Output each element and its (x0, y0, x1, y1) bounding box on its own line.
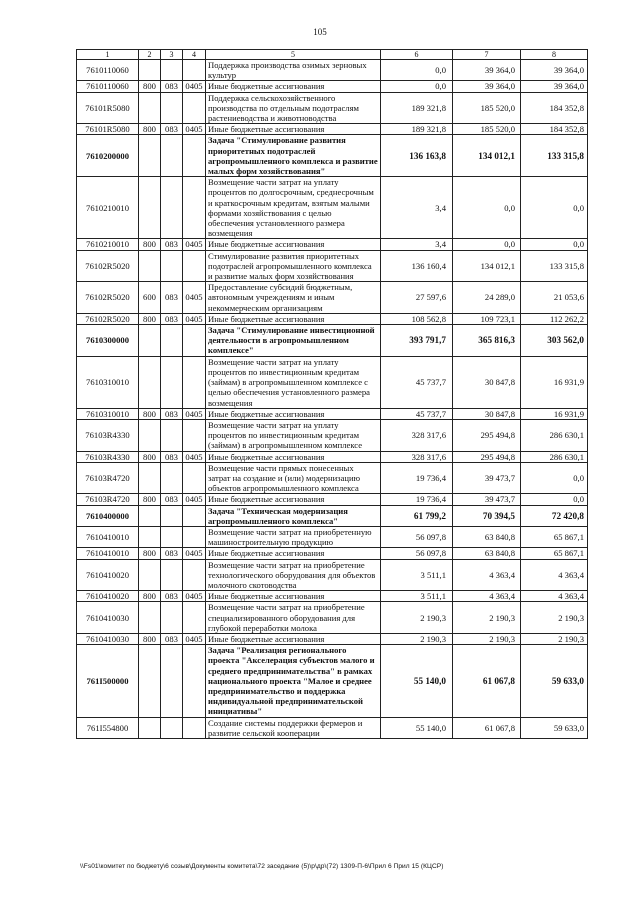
amount-col7-cell: 109 723,1 (453, 313, 521, 324)
column-header-row (77, 50, 588, 60)
ministry-code-cell: 800 (139, 494, 161, 505)
item-name-cell: Возмещение части затрат на приобретенную машиностроительную продукцию (206, 526, 381, 547)
amount-col6-cell: 56 097,8 (381, 526, 453, 547)
table-row (77, 81, 588, 92)
target-code-cell: 7610410010 (77, 548, 139, 559)
table-row (77, 60, 588, 81)
ministry-code-cell: 600 (139, 282, 161, 314)
item-name-cell: Иные бюджетные ассигнования (206, 591, 381, 602)
amount-col6-cell: 45 737,7 (381, 356, 453, 408)
item-name-cell: Иные бюджетные ассигнования (206, 124, 381, 135)
table-row (77, 250, 588, 282)
section-code-cell (161, 559, 183, 591)
target-code-cell: 7610410020 (77, 559, 139, 591)
section-code-cell: 083 (161, 124, 183, 135)
amount-col7-cell: 30 847,8 (453, 356, 521, 408)
item-name-cell: Возмещение части затрат на приобретение технологического оборудования для объектов молочного скотоводства (206, 559, 381, 591)
amount-col8-cell: 286 630,1 (521, 419, 588, 451)
expense-type-cell: 0405 (183, 313, 206, 324)
item-name-cell: Поддержка сельскохозяйственного производства по отдельным подотраслям растениеводства и животноводства (206, 92, 381, 124)
target-code-cell: 76101R5080 (77, 124, 139, 135)
amount-col6-cell: 0,0 (381, 60, 453, 81)
target-code-cell: 7610110060 (77, 81, 139, 92)
target-code-cell: 7610200000 (77, 135, 139, 177)
expense-type-cell (183, 135, 206, 177)
expense-type-cell: 0405 (183, 591, 206, 602)
amount-col6-cell: 108 562,8 (381, 313, 453, 324)
item-name-cell: Стимулирование развития приоритетных подотраслей агропромышленного комплекса и развитие малых форм хозяйствования (206, 250, 381, 282)
expense-type-cell: 0405 (183, 81, 206, 92)
target-code-cell: 7610310010 (77, 408, 139, 419)
amount-col6-cell: 2 190,3 (381, 602, 453, 634)
expense-type-cell (183, 717, 206, 738)
amount-col7-cell: 134 012,1 (453, 135, 521, 177)
section-code-cell: 083 (161, 494, 183, 505)
target-code-cell: 761I554800 (77, 717, 139, 738)
task-row (77, 135, 588, 177)
amount-col8-cell: 16 931,9 (521, 356, 588, 408)
ministry-code-cell (139, 526, 161, 547)
ministry-code-cell (139, 559, 161, 591)
expense-type-cell (183, 177, 206, 239)
item-name-cell: Предоставление субсидий бюджетным, автономным учреждениям и иным некоммерческим организациям (206, 282, 381, 314)
section-code-cell (161, 526, 183, 547)
table-row (77, 313, 588, 324)
file-path-footer: \\Fs01\комитет по бюджету\6 созыв\Документы комитета\72 заседание (5)\р\др\(72) 1309-П-6\Прил 6 Прил 15 (КЦСР) (80, 863, 444, 870)
amount-col7-cell: 63 840,8 (453, 548, 521, 559)
section-code-cell: 083 (161, 451, 183, 462)
amount-col7-cell: 39 364,0 (453, 81, 521, 92)
section-code-cell (161, 645, 183, 717)
target-code-cell: 76103R4720 (77, 462, 139, 494)
section-code-cell: 083 (161, 282, 183, 314)
amount-col6-cell: 189 321,8 (381, 124, 453, 135)
item-name-cell: Иные бюджетные ассигнования (206, 239, 381, 250)
amount-col6-cell: 56 097,8 (381, 548, 453, 559)
target-code-cell: 761I500000 (77, 645, 139, 717)
section-code-cell (161, 462, 183, 494)
ministry-code-cell (139, 505, 161, 526)
section-code-cell: 083 (161, 239, 183, 250)
target-code-cell: 76103R4720 (77, 494, 139, 505)
target-code-cell: 7610400000 (77, 505, 139, 526)
item-name-cell: Создание системы поддержки фермеров и развитие сельской кооперации (206, 717, 381, 738)
column-header: 1 (77, 50, 139, 60)
task-row (77, 505, 588, 526)
amount-col7-cell: 134 012,1 (453, 250, 521, 282)
section-code-cell (161, 419, 183, 451)
expense-type-cell: 0405 (183, 282, 206, 314)
ministry-code-cell: 800 (139, 239, 161, 250)
table-row (77, 124, 588, 135)
section-code-cell (161, 250, 183, 282)
column-header: 2 (139, 50, 161, 60)
page-number: 105 (313, 27, 327, 37)
target-code-cell: 7610410010 (77, 526, 139, 547)
amount-col6-cell: 3,4 (381, 239, 453, 250)
amount-col6-cell: 55 140,0 (381, 717, 453, 738)
amount-col7-cell: 4 363,4 (453, 591, 521, 602)
expense-type-cell: 0405 (183, 124, 206, 135)
expense-type-cell: 0405 (183, 451, 206, 462)
ministry-code-cell: 800 (139, 633, 161, 644)
amount-col6-cell: 61 799,2 (381, 505, 453, 526)
section-code-cell (161, 356, 183, 408)
amount-col8-cell: 16 931,9 (521, 408, 588, 419)
amount-col8-cell: 184 352,8 (521, 124, 588, 135)
item-name-cell: Иные бюджетные ассигнования (206, 633, 381, 644)
amount-col8-cell: 2 190,3 (521, 602, 588, 634)
table-body (77, 50, 588, 739)
target-code-cell: 7610300000 (77, 325, 139, 357)
amount-col6-cell: 27 597,6 (381, 282, 453, 314)
ministry-code-cell: 800 (139, 591, 161, 602)
expense-type-cell: 0405 (183, 548, 206, 559)
amount-col7-cell: 185 520,0 (453, 92, 521, 124)
expense-type-cell (183, 526, 206, 547)
table-row (77, 526, 588, 547)
amount-col6-cell: 136 160,4 (381, 250, 453, 282)
amount-col8-cell: 112 262,2 (521, 313, 588, 324)
amount-col8-cell: 184 352,8 (521, 92, 588, 124)
item-name-cell: Поддержка производства озимых зерновых культур (206, 60, 381, 81)
ministry-code-cell (139, 356, 161, 408)
expense-type-cell (183, 645, 206, 717)
amount-col7-cell: 39 473,7 (453, 494, 521, 505)
target-code-cell: 7610410030 (77, 633, 139, 644)
amount-col8-cell: 303 562,0 (521, 325, 588, 357)
target-code-cell: 7610110060 (77, 60, 139, 81)
section-code-cell: 083 (161, 313, 183, 324)
section-code-cell (161, 602, 183, 634)
amount-col7-cell: 0,0 (453, 177, 521, 239)
ministry-code-cell (139, 462, 161, 494)
ministry-code-cell (139, 325, 161, 357)
amount-col8-cell: 0,0 (521, 177, 588, 239)
expense-type-cell: 0405 (183, 633, 206, 644)
column-header: 7 (453, 50, 521, 60)
expense-type-cell (183, 462, 206, 494)
task-row (77, 325, 588, 357)
section-code-cell (161, 60, 183, 81)
section-code-cell (161, 325, 183, 357)
amount-col7-cell: 0,0 (453, 239, 521, 250)
amount-col7-cell: 30 847,8 (453, 408, 521, 419)
item-name-cell: Возмещение части прямых понесенных затрат на создание и (или) модернизацию объектов агропромышленного комплекса (206, 462, 381, 494)
amount-col6-cell: 328 317,6 (381, 419, 453, 451)
item-name-cell: Иные бюджетные ассигнования (206, 451, 381, 462)
amount-col8-cell: 65 867,1 (521, 526, 588, 547)
target-code-cell: 7610210010 (77, 239, 139, 250)
ministry-code-cell: 800 (139, 124, 161, 135)
amount-col8-cell: 59 633,0 (521, 645, 588, 717)
amount-col7-cell: 4 363,4 (453, 559, 521, 591)
task-row (77, 645, 588, 717)
expense-type-cell (183, 356, 206, 408)
amount-col8-cell: 0,0 (521, 462, 588, 494)
ministry-code-cell (139, 92, 161, 124)
column-header: 3 (161, 50, 183, 60)
expense-type-cell (183, 325, 206, 357)
amount-col7-cell: 39 473,7 (453, 462, 521, 494)
amount-col6-cell: 393 791,7 (381, 325, 453, 357)
table-row (77, 602, 588, 634)
amount-col6-cell: 19 736,4 (381, 462, 453, 494)
target-code-cell: 76103R4330 (77, 419, 139, 451)
amount-col8-cell: 133 315,8 (521, 135, 588, 177)
table-row (77, 548, 588, 559)
amount-col8-cell: 65 867,1 (521, 548, 588, 559)
amount-col8-cell: 59 633,0 (521, 717, 588, 738)
amount-col6-cell: 3 511,1 (381, 559, 453, 591)
budget-table (76, 49, 588, 739)
ministry-code-cell: 800 (139, 313, 161, 324)
item-name-cell: Иные бюджетные ассигнования (206, 548, 381, 559)
expense-type-cell: 0405 (183, 494, 206, 505)
amount-col8-cell: 2 190,3 (521, 633, 588, 644)
amount-col8-cell: 133 315,8 (521, 250, 588, 282)
amount-col8-cell: 0,0 (521, 239, 588, 250)
item-name-cell: Возмещение части затрат на уплату процентов по инвестиционным кредитам (займам) в агропромышленном комплексе с целью обеспечения установленного размера возмещения (206, 356, 381, 408)
ministry-code-cell (139, 419, 161, 451)
section-code-cell (161, 135, 183, 177)
amount-col8-cell: 4 363,4 (521, 591, 588, 602)
table-row (77, 494, 588, 505)
amount-col7-cell: 70 394,5 (453, 505, 521, 526)
amount-col7-cell: 365 816,3 (453, 325, 521, 357)
item-name-cell: Задача "Стимулирование инвестиционной деятельности в агропромышленном комплексе" (206, 325, 381, 357)
section-code-cell (161, 505, 183, 526)
amount-col6-cell: 136 163,8 (381, 135, 453, 177)
target-code-cell: 76103R4330 (77, 451, 139, 462)
ministry-code-cell (139, 135, 161, 177)
expense-type-cell (183, 60, 206, 81)
item-name-cell: Иные бюджетные ассигнования (206, 408, 381, 419)
amount-col8-cell: 39 364,0 (521, 81, 588, 92)
target-code-cell: 7610410030 (77, 602, 139, 634)
column-header: 8 (521, 50, 588, 60)
ministry-code-cell (139, 177, 161, 239)
item-name-cell: Задача "Реализация регионального проекта "Акселерация субъектов малого и среднего предпринимательства" в рамках национального проекта "Малое и среднее предпринимательство и поддержка индивидуальной предпринимательской инициативы" (206, 645, 381, 717)
amount-col6-cell: 189 321,8 (381, 92, 453, 124)
amount-col8-cell: 72 420,8 (521, 505, 588, 526)
expense-type-cell (183, 559, 206, 591)
ministry-code-cell (139, 250, 161, 282)
expense-type-cell (183, 505, 206, 526)
table-row (77, 591, 588, 602)
amount-col7-cell: 295 494,8 (453, 419, 521, 451)
expense-type-cell (183, 602, 206, 634)
section-code-cell (161, 717, 183, 738)
target-code-cell: 7610310010 (77, 356, 139, 408)
amount-col6-cell: 2 190,3 (381, 633, 453, 644)
item-name-cell: Иные бюджетные ассигнования (206, 81, 381, 92)
item-name-cell: Возмещение части затрат на уплату процентов по долгосрочным, среднесрочным и краткосрочным кредитам, взятым малыми формами хозяйствования с целью обеспечения установленного размера возмещения (206, 177, 381, 239)
ministry-code-cell (139, 717, 161, 738)
amount-col7-cell: 61 067,8 (453, 717, 521, 738)
ministry-code-cell (139, 60, 161, 81)
item-name-cell: Задача "Стимулирование развития приоритетных подотраслей агропромышленного комплекса и развитие малых форм хозяйствования" (206, 135, 381, 177)
target-code-cell: 76102R5020 (77, 313, 139, 324)
amount-col7-cell: 185 520,0 (453, 124, 521, 135)
item-name-cell: Иные бюджетные ассигнования (206, 313, 381, 324)
amount-col7-cell: 2 190,3 (453, 633, 521, 644)
item-name-cell: Иные бюджетные ассигнования (206, 494, 381, 505)
table-row (77, 177, 588, 239)
section-code-cell: 083 (161, 408, 183, 419)
amount-col6-cell: 0,0 (381, 81, 453, 92)
expense-type-cell: 0405 (183, 239, 206, 250)
amount-col8-cell: 4 363,4 (521, 559, 588, 591)
target-code-cell: 76101R5080 (77, 92, 139, 124)
ministry-code-cell: 800 (139, 548, 161, 559)
table-row (77, 559, 588, 591)
section-code-cell: 083 (161, 81, 183, 92)
table-row (77, 282, 588, 314)
amount-col6-cell: 3,4 (381, 177, 453, 239)
table-row (77, 408, 588, 419)
expense-type-cell (183, 419, 206, 451)
amount-col7-cell: 39 364,0 (453, 60, 521, 81)
target-code-cell: 76102R5020 (77, 250, 139, 282)
amount-col6-cell: 19 736,4 (381, 494, 453, 505)
ministry-code-cell (139, 602, 161, 634)
amount-col8-cell: 286 630,1 (521, 451, 588, 462)
amount-col7-cell: 2 190,3 (453, 602, 521, 634)
table-row (77, 633, 588, 644)
column-header: 5 (206, 50, 381, 60)
table-row (77, 239, 588, 250)
target-code-cell: 76102R5020 (77, 282, 139, 314)
amount-col6-cell: 55 140,0 (381, 645, 453, 717)
amount-col8-cell: 21 053,6 (521, 282, 588, 314)
section-code-cell: 083 (161, 548, 183, 559)
amount-col6-cell: 45 737,7 (381, 408, 453, 419)
amount-col6-cell: 3 511,1 (381, 591, 453, 602)
table-row (77, 462, 588, 494)
section-code-cell (161, 177, 183, 239)
table-row (77, 717, 588, 738)
amount-col8-cell: 0,0 (521, 494, 588, 505)
table-row (77, 356, 588, 408)
ministry-code-cell: 800 (139, 81, 161, 92)
table-row (77, 419, 588, 451)
amount-col7-cell: 63 840,8 (453, 526, 521, 547)
table-row (77, 451, 588, 462)
amount-col8-cell: 39 364,0 (521, 60, 588, 81)
item-name-cell: Возмещение части затрат на приобретение специализированного оборудования для глубокой переработки молока (206, 602, 381, 634)
expense-type-cell: 0405 (183, 408, 206, 419)
amount-col7-cell: 295 494,8 (453, 451, 521, 462)
section-code-cell (161, 92, 183, 124)
target-code-cell: 7610410020 (77, 591, 139, 602)
item-name-cell: Возмещение части затрат на уплату процентов по инвестиционным кредитам (займам) в агропромышленном комплексе (206, 419, 381, 451)
target-code-cell: 7610210010 (77, 177, 139, 239)
amount-col6-cell: 328 317,6 (381, 451, 453, 462)
expense-type-cell (183, 250, 206, 282)
amount-col7-cell: 61 067,8 (453, 645, 521, 717)
expense-type-cell (183, 92, 206, 124)
amount-col7-cell: 24 289,0 (453, 282, 521, 314)
section-code-cell: 083 (161, 633, 183, 644)
column-header: 6 (381, 50, 453, 60)
ministry-code-cell (139, 645, 161, 717)
ministry-code-cell: 800 (139, 408, 161, 419)
section-code-cell: 083 (161, 591, 183, 602)
table-row (77, 92, 588, 124)
item-name-cell: Задача "Техническая модернизация агропромышленного комплекса" (206, 505, 381, 526)
ministry-code-cell: 800 (139, 451, 161, 462)
column-header: 4 (183, 50, 206, 60)
